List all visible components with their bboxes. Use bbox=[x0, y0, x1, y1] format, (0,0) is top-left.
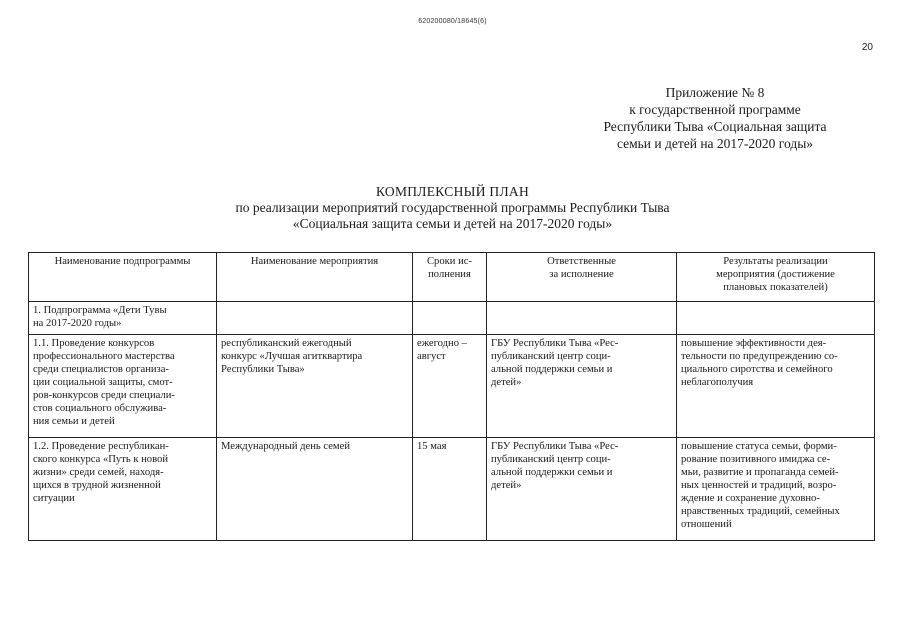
appendix-block bbox=[565, 84, 865, 152]
cell-text: ГБУ Республики Тыва «Рес- bbox=[491, 441, 619, 452]
cell-text: республиканский ежегодный bbox=[221, 338, 352, 349]
cell-text: публиканский центр соци- bbox=[491, 454, 611, 465]
cell-text: ежегодно – bbox=[417, 338, 467, 349]
cell-text: детей» bbox=[491, 480, 522, 491]
cell-text: ГБУ Республики Тыва «Рес- bbox=[491, 338, 619, 349]
cell-text: повышение эффективности дея- bbox=[681, 338, 827, 349]
cell-subprogram bbox=[29, 335, 217, 438]
appendix-line: семьи и детей на 2017-2020 годы» bbox=[616, 136, 814, 151]
cell-empty bbox=[217, 302, 413, 335]
cell-text: ных ценностей и традиций, возро- bbox=[681, 480, 837, 491]
cell-empty bbox=[677, 302, 875, 335]
cell-results bbox=[677, 335, 875, 438]
cell-text: ния семьи и детей bbox=[33, 416, 115, 427]
cell-text: ции социальной защиты, смот- bbox=[33, 377, 173, 388]
header-text: мероприятия (достижение bbox=[716, 269, 835, 280]
page-number: 20 bbox=[861, 42, 873, 53]
header-text: Ответственные bbox=[547, 256, 616, 267]
cell-text: Республики Тыва» bbox=[221, 364, 305, 375]
header-text: Результаты реализации bbox=[723, 256, 828, 267]
header-text: Наименование мероприятия bbox=[250, 256, 379, 267]
cell-text: мьи, развитие и пропаганда семей- bbox=[681, 467, 839, 478]
appendix-line: Республики Тыва «Социальная защита bbox=[603, 119, 827, 134]
plan-table bbox=[28, 252, 875, 541]
header-text: за исполнение bbox=[549, 269, 614, 280]
cell-text: на 2017-2020 годы» bbox=[33, 318, 122, 329]
cell-event bbox=[217, 335, 413, 438]
cell-text: среди специалистов организа- bbox=[33, 364, 169, 375]
cell-text: ского конкурса «Путь к новой bbox=[33, 454, 168, 465]
cell-text: конкурс «Лучшая агитквартира bbox=[221, 351, 363, 362]
header-text: Сроки ис- bbox=[426, 256, 473, 267]
cell-text: ждение и сохранение духовно- bbox=[681, 493, 820, 504]
cell-text: неблагополучия bbox=[681, 377, 754, 388]
document-id: 620200080/18645(6) bbox=[418, 18, 487, 25]
cell-text: нравственных традиций, семейных bbox=[681, 506, 840, 517]
cell-text: циального сиротства и семейного bbox=[681, 364, 833, 375]
cell-text: 1.1. Проведение конкурсов bbox=[33, 338, 155, 349]
header-text: Наименование подпрограммы bbox=[54, 256, 191, 267]
cell-subprogram bbox=[29, 438, 217, 541]
table-row bbox=[29, 438, 875, 541]
cell-responsible bbox=[487, 335, 677, 438]
header-text: полнения bbox=[428, 269, 471, 280]
header-text: плановых показателей) bbox=[723, 282, 828, 293]
cell-deadline bbox=[413, 335, 487, 438]
header-subprogram bbox=[29, 253, 217, 302]
cell-text: альной поддержки семьи и bbox=[491, 467, 613, 478]
appendix-line: к государственной программе bbox=[629, 102, 801, 117]
cell-text: 1. Подпрограмма «Дети Тувы bbox=[33, 305, 167, 316]
cell-results bbox=[677, 438, 875, 541]
cell-text: рование позитивного имиджа се- bbox=[681, 454, 831, 465]
cell-text: стов социального обслужива- bbox=[33, 403, 167, 414]
plan-title bbox=[0, 184, 905, 232]
cell-text: 1.2. Проведение республикан- bbox=[33, 441, 169, 452]
header-deadline bbox=[413, 253, 487, 302]
cell-text: отношений bbox=[681, 519, 732, 530]
cell-text: альной поддержки семьи и bbox=[491, 364, 613, 375]
cell-subprogram-name bbox=[29, 302, 217, 335]
cell-text: повышение статуса семьи, форми- bbox=[681, 441, 837, 452]
cell-empty bbox=[487, 302, 677, 335]
header-responsible bbox=[487, 253, 677, 302]
header-event bbox=[217, 253, 413, 302]
plan-heading: КОМПЛЕКСНЫЙ ПЛАН bbox=[375, 184, 530, 199]
cell-text: профессионального мастерства bbox=[33, 351, 175, 362]
cell-text: публиканский центр соци- bbox=[491, 351, 611, 362]
cell-responsible bbox=[487, 438, 677, 541]
table-row-subprogram bbox=[29, 302, 875, 335]
cell-text: тельности по предупреждению со- bbox=[681, 351, 838, 362]
cell-empty bbox=[413, 302, 487, 335]
cell-event bbox=[217, 438, 413, 541]
cell-text: ров-конкурсов среди специали- bbox=[33, 390, 175, 401]
plan-subtitle-line: по реализации мероприятий государственной программы Республики Тыва bbox=[235, 200, 670, 215]
cell-text: щихся в трудной жизненной bbox=[33, 480, 161, 491]
cell-text: детей» bbox=[491, 377, 522, 388]
header-results bbox=[677, 253, 875, 302]
appendix-line: Приложение № 8 bbox=[665, 85, 765, 100]
table-header-row bbox=[29, 253, 875, 302]
table-row bbox=[29, 335, 875, 438]
cell-text: август bbox=[417, 351, 446, 362]
cell-text: ситуации bbox=[33, 493, 75, 504]
cell-text: жизни» среди семей, находя- bbox=[33, 467, 164, 478]
plan-subtitle-line: «Социальная защита семьи и детей на 2017-2020 годы» bbox=[292, 216, 613, 231]
cell-text: 15 мая bbox=[417, 441, 447, 452]
cell-deadline bbox=[413, 438, 487, 541]
cell-text: Международный день семей bbox=[221, 441, 350, 452]
